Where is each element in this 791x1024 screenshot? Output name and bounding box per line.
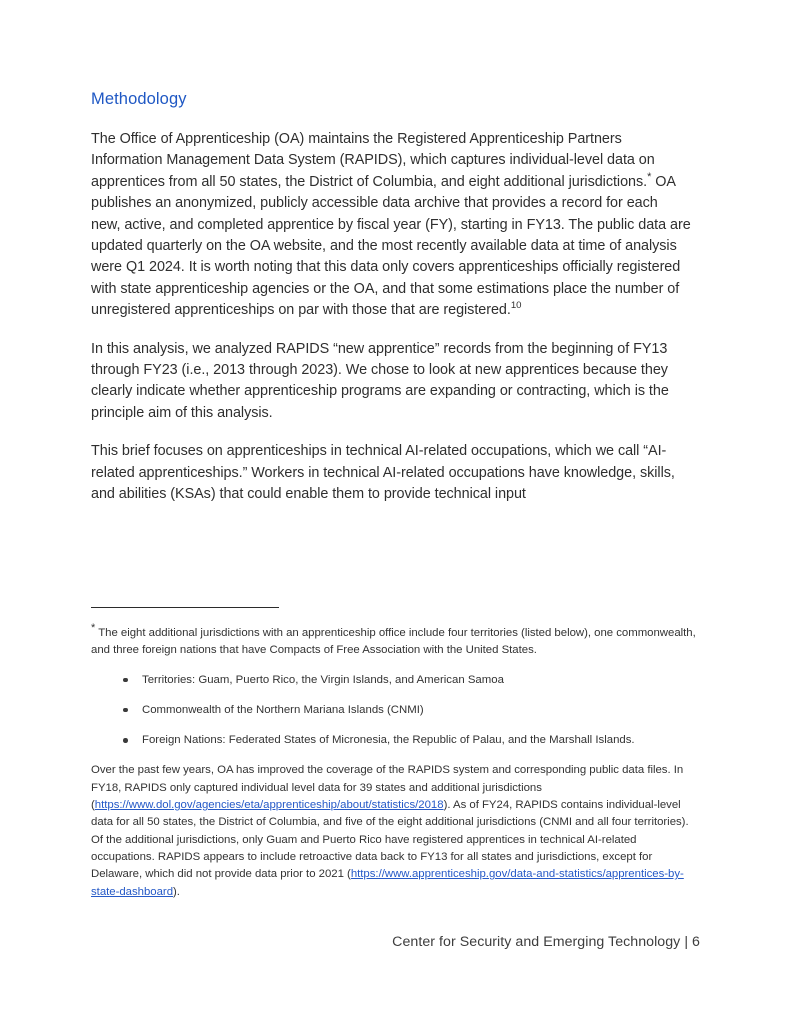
paragraph-2: In this analysis, we analyzed RAPIDS “new apprentice” records from the beginning of FY13 through FY23 (i.e., 2013 through 2023). We chose to look at new apprentices because they clearly indicate whether apprenticeship programs are expanding or contracting, which is the principle aim of this analysis. xyxy=(91,340,669,421)
list-item-label: Commonwealth of the Northern Mariana Islands (CNMI) xyxy=(142,703,424,716)
apprenticeship-dashboard-link[interactable]: https://www.apprenticeship.gov/data-and-statistics/apprentices-by-state-dashboard xyxy=(91,868,684,898)
footnote-intro xyxy=(91,622,701,660)
dol-statistics-link[interactable]: https://www.dol.gov/agencies/eta/apprenticeship/about/statistics/2018 xyxy=(94,799,444,812)
paragraph-3: This brief focuses on apprenticeships in technical AI-related occupations, which we call “AI-related apprenticeships.” Workers in technical AI-related occupations have knowledge, skills, and abilities (KSAs) that could enable them to provide technical input xyxy=(91,443,675,503)
footnote-closing-part-3: ). xyxy=(173,885,180,898)
footnote-marker-10[interactable]: 10 xyxy=(510,300,522,312)
list-item-label: Foreign Nations: Federated States of Micronesia, the Republic of Palau, and the Marshall Islands. xyxy=(142,734,635,747)
footnote-jurisdiction-list xyxy=(91,672,701,750)
list-item-label: Territories: Guam, Puerto Rico, the Virgin Islands, and American Samoa xyxy=(142,673,504,686)
page-title: Methodology xyxy=(91,90,187,108)
paragraph-1-text-a: The Office of Apprenticeship (OA) maintains the Registered Apprenticeship Partners Information Management Data System (RAPIDS), which captures individual-level data on apprentices from all 50 states, the District of Columbia, and eight additional jurisdictions. xyxy=(91,131,655,190)
body-column xyxy=(91,88,691,506)
bullet-icon xyxy=(123,678,128,683)
paragraph-1 xyxy=(91,129,691,322)
bullet-icon xyxy=(123,708,128,713)
list-item xyxy=(91,732,701,749)
footnote-closing xyxy=(91,762,701,900)
page-footer: Center for Security and Emerging Technology | 6 xyxy=(392,934,700,950)
footnote-closing-part-1: Over the past few years, OA has improved the coverage of the RAPIDS system and corresponding public data files. In FY18, RAPIDS only captured individual level data for 39 states and additional jurisdictions ( xyxy=(91,764,684,812)
list-item xyxy=(91,702,701,719)
list-item xyxy=(91,672,701,689)
paragraph-1-text-b: OA publishes an anonymized, publicly accessible data archive that provides a record for each new, active, and completed apprentice by fiscal year (FY), starting in FY13. The public data are updated quarterly on the OA website, and the most recently available data at time of analysis were Q1 2024. It is worth noting that this data only covers apprenticeships officially registered with state apprenticeship agencies or the OA, and that some estimations place the number of unregistered apprenticeships on par with those that are registered. xyxy=(91,173,691,319)
footnote-marker-asterisk[interactable]: * xyxy=(647,171,652,184)
footnote-asterisk-icon: * xyxy=(91,622,96,635)
footnote-separator-rule xyxy=(91,607,279,608)
footnote-closing-part-2: ). As of FY24, RAPIDS contains individual-level data for all 50 states, the District of Columbia, and five of the eight additional jurisdictions (CNMI and all four territories). Of the additional jurisdictions, only Guam and Puerto Rico have registered apprentices in technical AI-related occupations. RAPIDS appears to include retroactive data back to FY13 for all states and jurisdictions, except for Delaware, which did not provide data prior to 2021 ( xyxy=(91,799,689,881)
footnote-block xyxy=(91,607,701,912)
bullet-icon xyxy=(123,738,128,743)
footnote-intro-text: The eight additional jurisdictions with an apprenticeship office include four territories (listed below), one commonwealth, and three foreign nations that have Compacts of Free Association with the United States. xyxy=(91,627,696,657)
